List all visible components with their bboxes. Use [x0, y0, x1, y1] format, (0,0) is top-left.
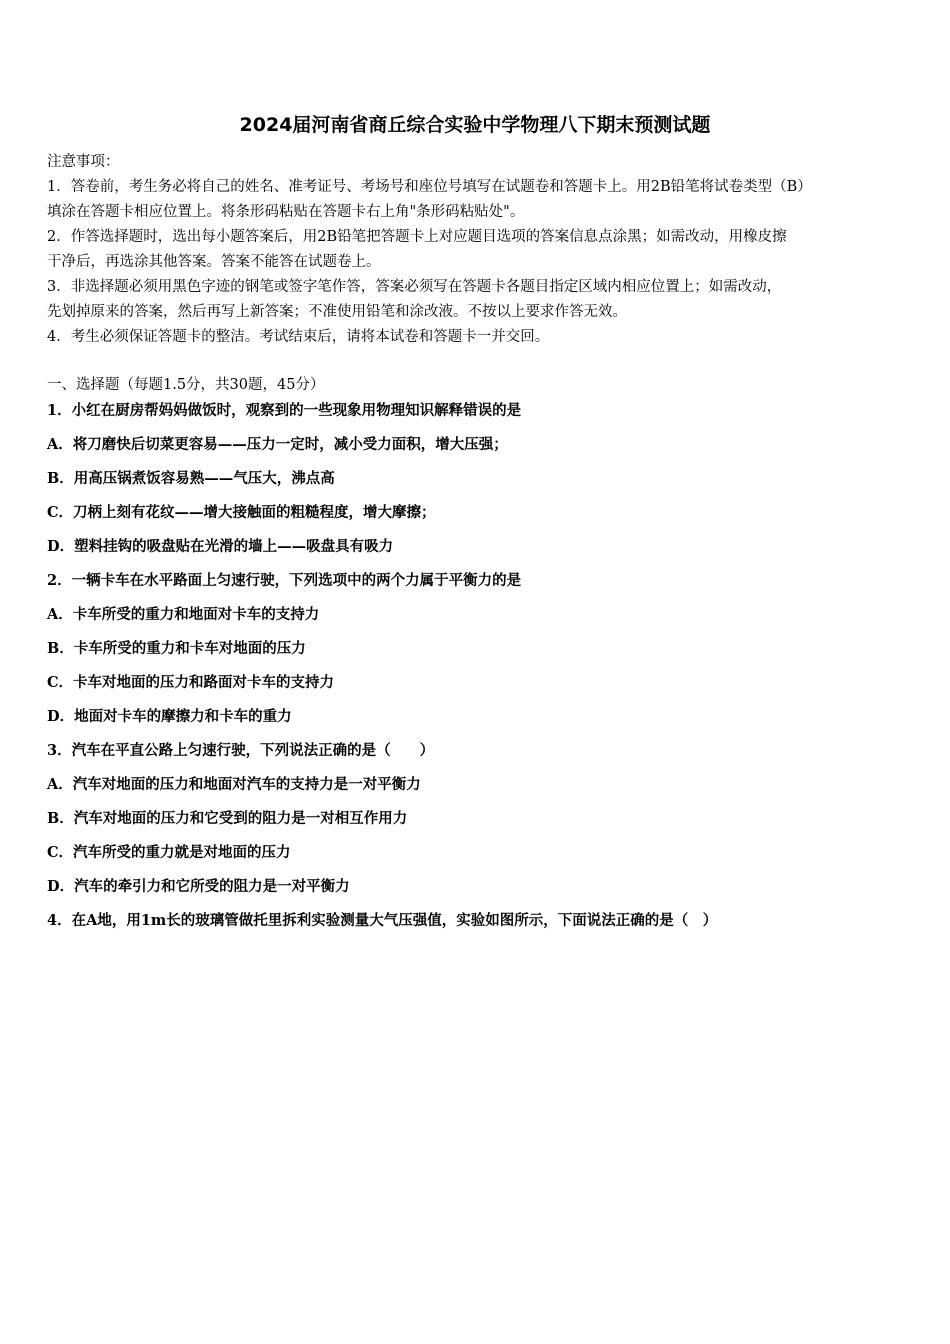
notice-line: 填涂在答题卡相应位置上。将条形码粘贴在答题卡右上角"条形码粘贴处"。 [47, 204, 525, 220]
question-option: B．汽车对地面的压力和它受到的阻力是一对相互作用力 [47, 810, 408, 827]
notice-line: 3．非选择题必须用黑色字迹的钢笔或签字笔作答，答案必须写在答题卡各题目指定区域内相应位置上；如需改动， [47, 279, 782, 295]
question-option: B．卡车所受的重力和卡车对地面的压力 [47, 640, 306, 657]
question-option: D．地面对卡车的摩擦力和卡车的重力 [47, 708, 292, 725]
question-option: A．卡车所受的重力和地面对卡车的支持力 [47, 606, 320, 623]
question-stem: 2．一辆卡车在水平路面上匀速行驶，下列选项中的两个力属于平衡力的是 [47, 572, 522, 589]
notice-line: 4．考生必须保证答题卡的整洁。考试结束后，请将本试卷和答题卡一并交回。 [47, 329, 550, 345]
question-option: C．汽车所受的重力就是对地面的压力 [47, 844, 291, 861]
question-option: B．用高压锅煮饭容易熟——气压大，沸点高 [47, 470, 335, 487]
question-stem: 4．在A地，用1m长的玻璃管做托里拆利实验测量大气压强值，实验如图所示，下面说法正确的是（ ） [47, 912, 718, 929]
question-option: A．将刀磨快后切菜更容易——压力一定时，减小受力面积，增大压强； [47, 436, 508, 453]
notice-heading: 注意事项： [47, 154, 120, 170]
section-heading: 一、选择题（每题1.5分，共30题，45分） [47, 377, 325, 393]
question-option: C．刀柄上刻有花纹——增大接触面的粗糙程度，增大摩擦； [47, 504, 436, 521]
question-option: D．塑料挂钩的吸盘贴在光滑的墙上——吸盘具有吸力 [47, 538, 394, 555]
question-stem: 1．小红在厨房帮妈妈做饭时，观察到的一些现象用物理知识解释错误的是 [47, 402, 522, 419]
question-option: A．汽车对地面的压力和地面对汽车的支持力是一对平衡力 [47, 776, 421, 793]
notice-line: 2．作答选择题时，选出每小题答案后，用2B铅笔把答题卡上对应题目选项的答案信息点涂黑；如需改动，用橡皮擦 [47, 229, 787, 245]
notice-line: 先划掉原来的答案，然后再写上新答案；不准使用铅笔和涂改液。不按以上要求作答无效。 [47, 304, 627, 320]
page-title: 2024届河南省商丘综合实验中学物理八下期末预测试题 [239, 114, 711, 136]
notice-line: 干净后，再选涂其他答案。答案不能答在试题卷上。 [47, 254, 381, 270]
question-option: D．汽车的牵引力和它所受的阻力是一对平衡力 [47, 878, 350, 895]
question-option: C．卡车对地面的压力和路面对卡车的支持力 [47, 674, 335, 691]
question-stem: 3．汽车在平直公路上匀速行驶，下列说法正确的是（ ） [47, 742, 435, 759]
notice-line: 1．答卷前，考生务必将自己的姓名、准考证号、考场号和座位号填写在试题卷和答题卡上。用2B铅笔将试卷类型（B） [47, 179, 812, 195]
